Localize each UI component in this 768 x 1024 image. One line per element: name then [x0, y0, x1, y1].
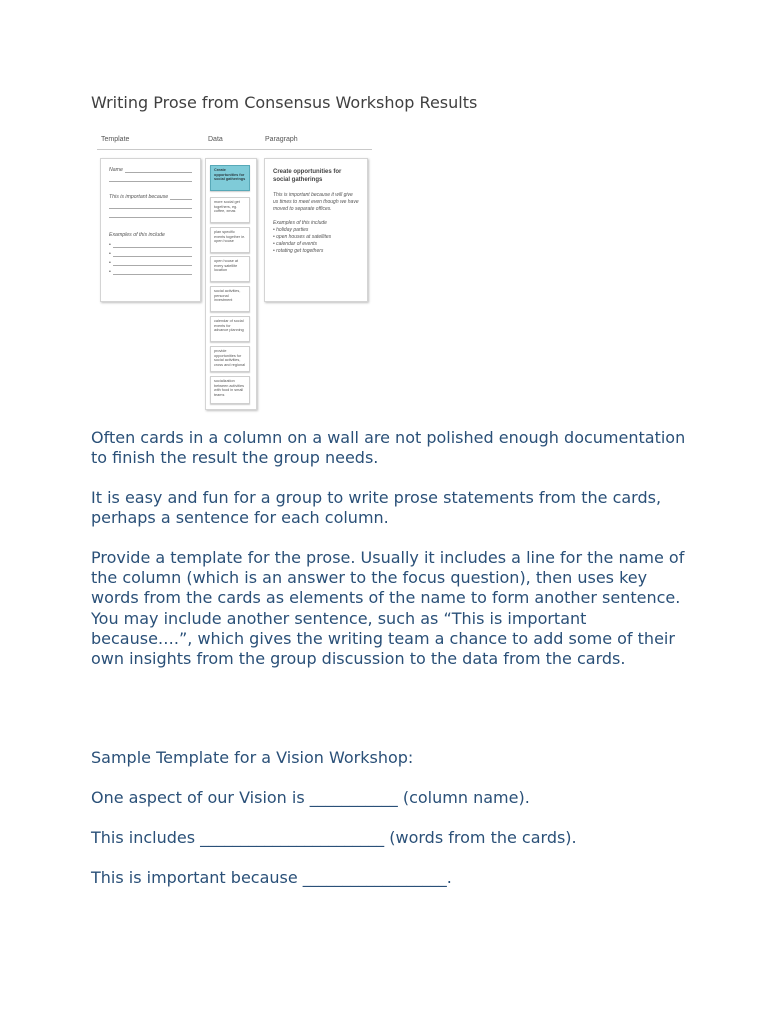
example-blank-line-4	[113, 273, 192, 275]
paragraph-provide-template: Provide a template for the prose. Usually it includes a line for the name of the column (which is an answer to the focus question), then uses key words from the cards as elements of the name to form another sentence. You may include another sentence, such as “This is important because….”, which gives the writing team a chance to add some of their own insights from the group discussion to the data from the cards.	[91, 548, 685, 669]
sample-template-heading: Sample Template for a Vision Workshop:	[91, 748, 414, 767]
template-line-important: This is important because __________________.	[91, 868, 452, 887]
template-card	[100, 158, 201, 302]
document-title: Writing Prose from Consensus Workshop Results	[91, 93, 478, 112]
paragraph-example: • holiday parties	[273, 227, 309, 233]
important-blank-line-3	[109, 216, 192, 218]
data-card: calendar of social events for advance planning	[210, 316, 250, 342]
example-blank-line-3	[113, 264, 192, 266]
bullet-4: •	[109, 269, 111, 275]
example-blank-line-1	[113, 246, 192, 248]
important-blank-line	[170, 198, 192, 200]
important-blank-line-2	[109, 207, 192, 209]
paragraph-examples-label: Examples of this include	[273, 220, 327, 226]
data-card: Create opportunities for social gatherings	[210, 165, 250, 191]
data-card: open house at every satellite location	[210, 256, 250, 282]
template-examples-label: Examples of this include	[109, 232, 165, 238]
data-card: provide opportunities for social activities, cross and regional	[210, 346, 250, 372]
template-column-header: Template	[101, 136, 130, 143]
paragraph-cards-not-polished: Often cards in a column on a wall are not polished enough documentation to finish the result the group needs.	[91, 428, 686, 468]
bullet-3: •	[109, 260, 111, 266]
data-column	[205, 158, 257, 410]
data-card: socialization between activities with food in small teams	[210, 376, 250, 404]
paragraph-card	[264, 158, 368, 302]
data-column-header: Data	[208, 136, 223, 143]
paragraph-text: This is important because it will give us times to meet even though we have moved to separate offices.	[273, 192, 359, 212]
data-card: social activities, personal investment	[210, 286, 250, 312]
name-blank-line-2	[109, 180, 192, 182]
paragraph-column-header: Paragraph	[265, 136, 298, 143]
template-line-vision: One aspect of our Vision is ___________ (column name).	[91, 788, 530, 807]
bullet-1: •	[109, 242, 111, 248]
figure-header-rule	[97, 149, 372, 150]
paragraph-example: • rotating get togethers	[273, 248, 324, 254]
template-line-includes: This includes _______________________ (words from the cards).	[91, 828, 577, 847]
bullet-2: •	[109, 251, 111, 257]
example-blank-line-2	[113, 255, 192, 257]
paragraph-title: Create opportunities for social gatherings	[273, 169, 342, 183]
data-card: more social get togethers, eg. coffee, xmas	[210, 197, 250, 223]
prose-template-figure	[97, 136, 372, 411]
paragraph-easy-and-fun: It is easy and fun for a group to write prose statements from the cards, perhaps a sentence for each column.	[91, 488, 662, 528]
template-name-label: Name	[109, 167, 123, 173]
name-blank-line	[125, 171, 192, 173]
paragraph-example: • open houses at satellites	[273, 234, 332, 240]
template-important-label: This is important because	[109, 194, 169, 200]
paragraph-example: • calendar of events	[273, 241, 317, 247]
data-card: plan specific events together ie. open house	[210, 227, 250, 253]
